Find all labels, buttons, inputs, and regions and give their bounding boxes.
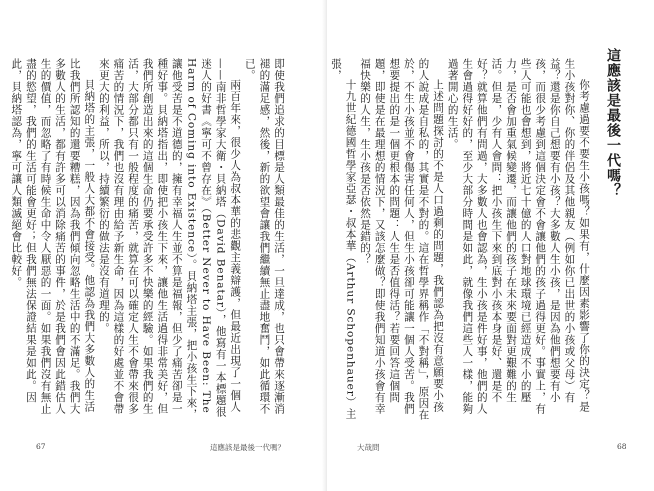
paragraph: 你考慮過要不要生小孩嗎？如果有，什麼因素影響了你的決定？是生小孩對你、你的伴侶及其他親友（例如你已出世的小孩或父母）有益？還是你自己想要有小孩？大多數人生小孩，是因為他們想要有小孩，而很少考慮到這個決定會不會讓他們的孩子過得更好。事實上，有些人可能也會想到，將近七十億的人口對地球環境已經造成不小的壓力，是否會加重氣候變遷，而讓他們的孩子在未來要面對更艱難的生活。但是，少有人會問：把小孩生下來到底對小孩本身是好、還是不好？就算他們有問過，大多數人也會認為，生小孩是件好事，他們的人生會過得好好的，至少大部分時間是如此，就像我們這些人一樣，能夠過著開心的生活。 bbox=[446, 58, 590, 415]
paragraph: 兩百年來，很少人為叔本華的悲觀主義辯護，但最近出現了一個人——南非哲學家大衛・貝納塔（David Benatar），他寫有一本標題很迷人的好書《寧可不曾存在》（Better Never to Have Been: The Harm of Coming into Existence）。貝納塔主張，把小孩生下來，讓他受苦是不道德的，擁有幸福人生並不算是福報，但少了痛苦卻是一種好事。貝納塔指出，即使把小孩生下來，讓他生活過得非常美好，但我們所創造出來的這個生命仍要承受許多不快樂的經驗。如果我們的生活，大部分都只有一般程度的痛苦，就算在可以確定人生不會帶來很多痛苦的情況下，我們也沒有理由給予新生命，因為這樣的好處並不會帶來更大的利益，所以，持續繁衍的做法是沒有道理的。 bbox=[97, 58, 242, 421]
paragraph: 十九世紀德國哲學家亞瑟・叔本華（Arthur Schopenhauer）主張， bbox=[329, 58, 357, 420]
left-page-number: 67 bbox=[36, 442, 46, 451]
right-page bbox=[327, 0, 654, 491]
paragraph: 貝納塔的主張，一般人大都不會接受。他認為我們大多數人的生活比我們所認知的還要糟糕，因為我們傾向忽略生活中的不滿足。我們大多數人的生活，都有許多可以消除痛苦的事件，於是我們會因此錯估人生的價值，而忽略了有時候生命中令人厭惡的一面。如果我們沒有無止盡的慾望，我們的生活可能會更好；但我們無法保證結果是如此。因此，貝納塔認為，寧可讓人類滅絕會比較好。 bbox=[10, 58, 96, 415]
paragraph: 即使我們追求的目標是人類最佳的生活，一旦達成，也只會帶來逐漸消褪的滿足感，然後，新的欲望會讓我們繼續無止盡地奮鬥，如此循環不已。 bbox=[243, 58, 285, 415]
chapter-title: 這應該是最後一代嗎？ bbox=[605, 48, 621, 198]
right-page-body bbox=[329, 58, 591, 423]
right-running-title: 大哉問 bbox=[357, 443, 380, 452]
left-page-body bbox=[10, 58, 286, 423]
paragraph: 上述問題探討的不是人口過剩的問題，我們認為把沒有意願要小孩的人說成是自私的，其實是不對的。這在哲學界稱作「不對稱」，原因在於，不生小孩並不會傷害任何人，但生小孩卻可能讓一個人受苦。我們想要提出的是一個更根本的問題：人生是否值得活？若要回答這個問題，即使是在最理想的情況下，又該怎麼做？即使我們知道小孩會有幸福快樂的人生，生小孩是否依然是錯的？ bbox=[359, 58, 445, 421]
left-running-title: 這應該是最後一代嗎？ bbox=[210, 443, 285, 452]
right-page-number: 68 bbox=[617, 442, 627, 451]
